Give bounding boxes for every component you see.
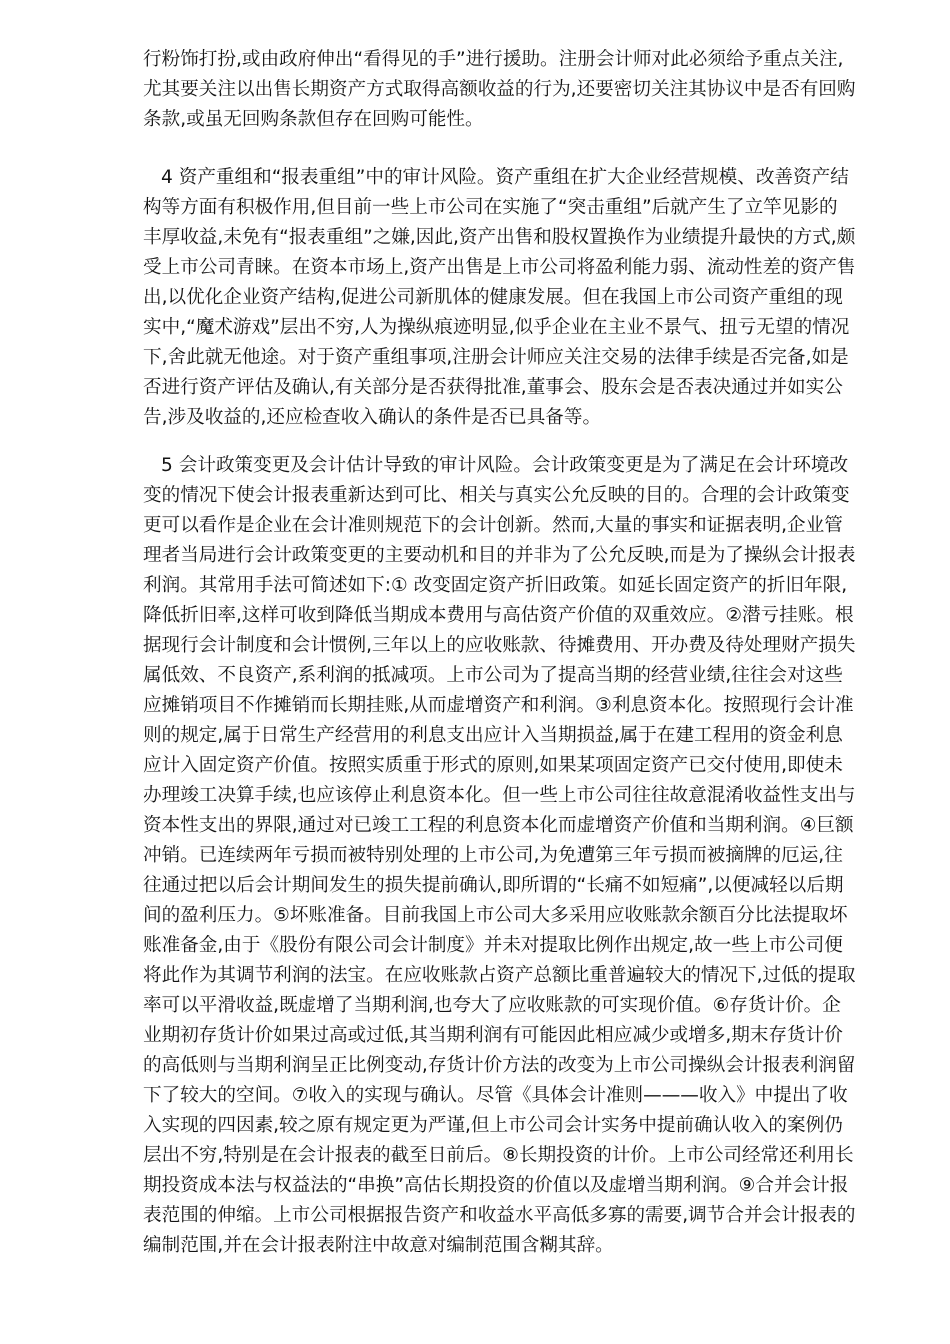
text-line: 丰厚收益,未免有“报表重组”之嫌,因此,资产出售和股权置换作为业绩提升最快的方式,颇 [143,227,856,248]
text-line: 往通过把以后会计期间发生的损失提前确认,即所谓的“长痛不如短痛”,以便减轻以后期 [143,875,844,896]
text-line: 变的情况下使会计报表重新达到可比、相关与真实公允反映的目的。合理的会计政策变 [143,485,850,506]
text-line: 理者当局进行会计政策变更的主要动机和目的并非为了公允反映,而是为了操纵会计报表 [143,545,856,566]
text-line: 否进行资产评估及确认,有关部分是否获得批准,董事会、股东会是否表决通过并如实公 [143,377,843,398]
text-line: 率可以平滑收益,既虚增了当期利润,也夸大了应收账款的可实现价值。⑥存货计价。企 [143,995,841,1016]
text-line: 4 资产重组和“报表重组”中的审计风险。资产重组在扩大企业经营规模、改善资产结 [161,167,849,188]
text-line: 据现行会计制度和会计惯例,三年以上的应收账款、待摊费用、开办费及待处理财产损失 [143,635,856,656]
paragraph-section-4 [143,163,879,433]
text-line: 期投资成本法与权益法的“串换”高估长期投资的价值以及虚增当期利润。⑨合并会计报 [143,1175,849,1196]
text-line: 实中,“魔术游戏”层出不穷,人为操纵痕迹明显,似乎企业在主业不景气、扭亏无望的情况 [143,317,850,338]
text-line: 告,涉及收益的,还应检查收入确认的条件是否已具备等。 [143,407,602,428]
text-line: 尤其要关注以出售长期资产方式取得高额收益的行为,还要密切关注其协议中是否有回购 [143,79,856,100]
text-line: 办理竣工决算手续,也应该停止利息资本化。但一些上市公司往往故意混淆收益性支出与 [143,785,856,806]
text-line: 条款,或虽无回购条款但存在回购可能性。 [143,109,484,130]
paragraph-section-5 [143,451,879,1261]
text-line: 的高低则与当期利润呈正比例变动,存货计价方法的改变为上市公司操纵会计报表利润留 [143,1055,856,1076]
text-line: 利润。其常用手法可简述如下:① 改变固定资产折旧政策。如延长固定资产的折旧年限, [143,575,848,596]
text-line: 更可以看作是企业在会计准则规范下的会计创新。然而,大量的事实和证据表明,企业管 [143,515,843,536]
text-line: 出,以优化企业资产结构,促进公司新肌体的健康发展。但在我国上市公司资产重组的现 [143,287,843,308]
text-line: 降低折旧率,这样可收到降低当期成本费用与高估资产价值的双重效应。②潜亏挂账。根 [143,605,854,626]
text-line: 表范围的伸缩。上市公司根据报告资产和收益水平高低多寡的需要,调节合并会计报表的 [143,1205,856,1226]
text-line: 间的盈利压力。⑤坏账准备。目前我国上市公司大多采用应收账款余额百分比法提取坏 [143,905,848,926]
text-line: 下了较大的空间。⑦收入的实现与确认。尽管《具体会计准则———收入》中提出了收 [143,1085,848,1106]
text-line: 则的规定,属于日常生产经营用的利息支出应计入当期损益,属于在建工程用的资金利息 [143,725,843,746]
text-line: 行粉饰打扮,或由政府伸出“看得见的手”进行援助。注册会计师对此必须给予重点关注, [143,49,844,70]
text-line: 将此作为其调节利润的法宝。在应收账款占资产总额比重普遍较大的情况下,过低的提取 [143,965,856,986]
text-line: 业期初存货计价如果过高或过低,其当期利润有可能因此相应减少或增多,期末存货计价 [143,1025,843,1046]
text-line: 层出不穷,特别是在会计报表的截至日前后。⑧长期投资的计价。上市公司经常还利用长 [143,1145,854,1166]
text-line: 应摊销项目不作摊销而长期挂账,从而虚增资产和利润。③利息资本化。按照现行会计准 [143,695,854,716]
text-line: 编制范围,并在会计报表附注中故意对编制范围含糊其辞。 [143,1235,614,1256]
text-line: 下,舍此就无他途。对于资产重组事项,注册会计师应关注交易的法律手续是否完备,如是 [143,347,849,368]
text-line: 账准备金,由于《股份有限公司会计制度》并未对提取比例作出规定,故一些上市公司便 [143,935,843,956]
paragraph-continuation [143,45,879,135]
text-line: 属低效、不良资产,系利润的抵减项。上市公司为了提高当期的经营业绩,往往会对这些 [143,665,843,686]
text-line: 5 会计政策变更及会计估计导致的审计风险。会计政策变更是为了满足在会计环境改 [161,455,849,476]
text-line: 入实现的四因素,较之原有规定更为严谨,但上市公司会计实务中提前确认收入的案例仍 [143,1115,843,1136]
text-line: 构等方面有积极作用,但目前一些上市公司在实施了“突击重组”后就产生了立竿见影的 [143,197,838,218]
text-line: 资本性支出的界限,通过对已竣工工程的利息资本化而虚增资产价值和当期利润。④巨额 [143,815,854,836]
text-line: 应计入固定资产价值。按照实质重于形式的原则,如果某项固定资产已交付使用,即使未 [143,755,843,776]
text-line: 受上市公司青睐。在资本市场上,资产出售是上市公司将盈利能力弱、流动性差的资产售 [143,257,856,278]
text-line: 冲销。已连续两年亏损而被特别处理的上市公司,为免遭第三年亏损而被摘牌的厄运,往 [143,845,843,866]
